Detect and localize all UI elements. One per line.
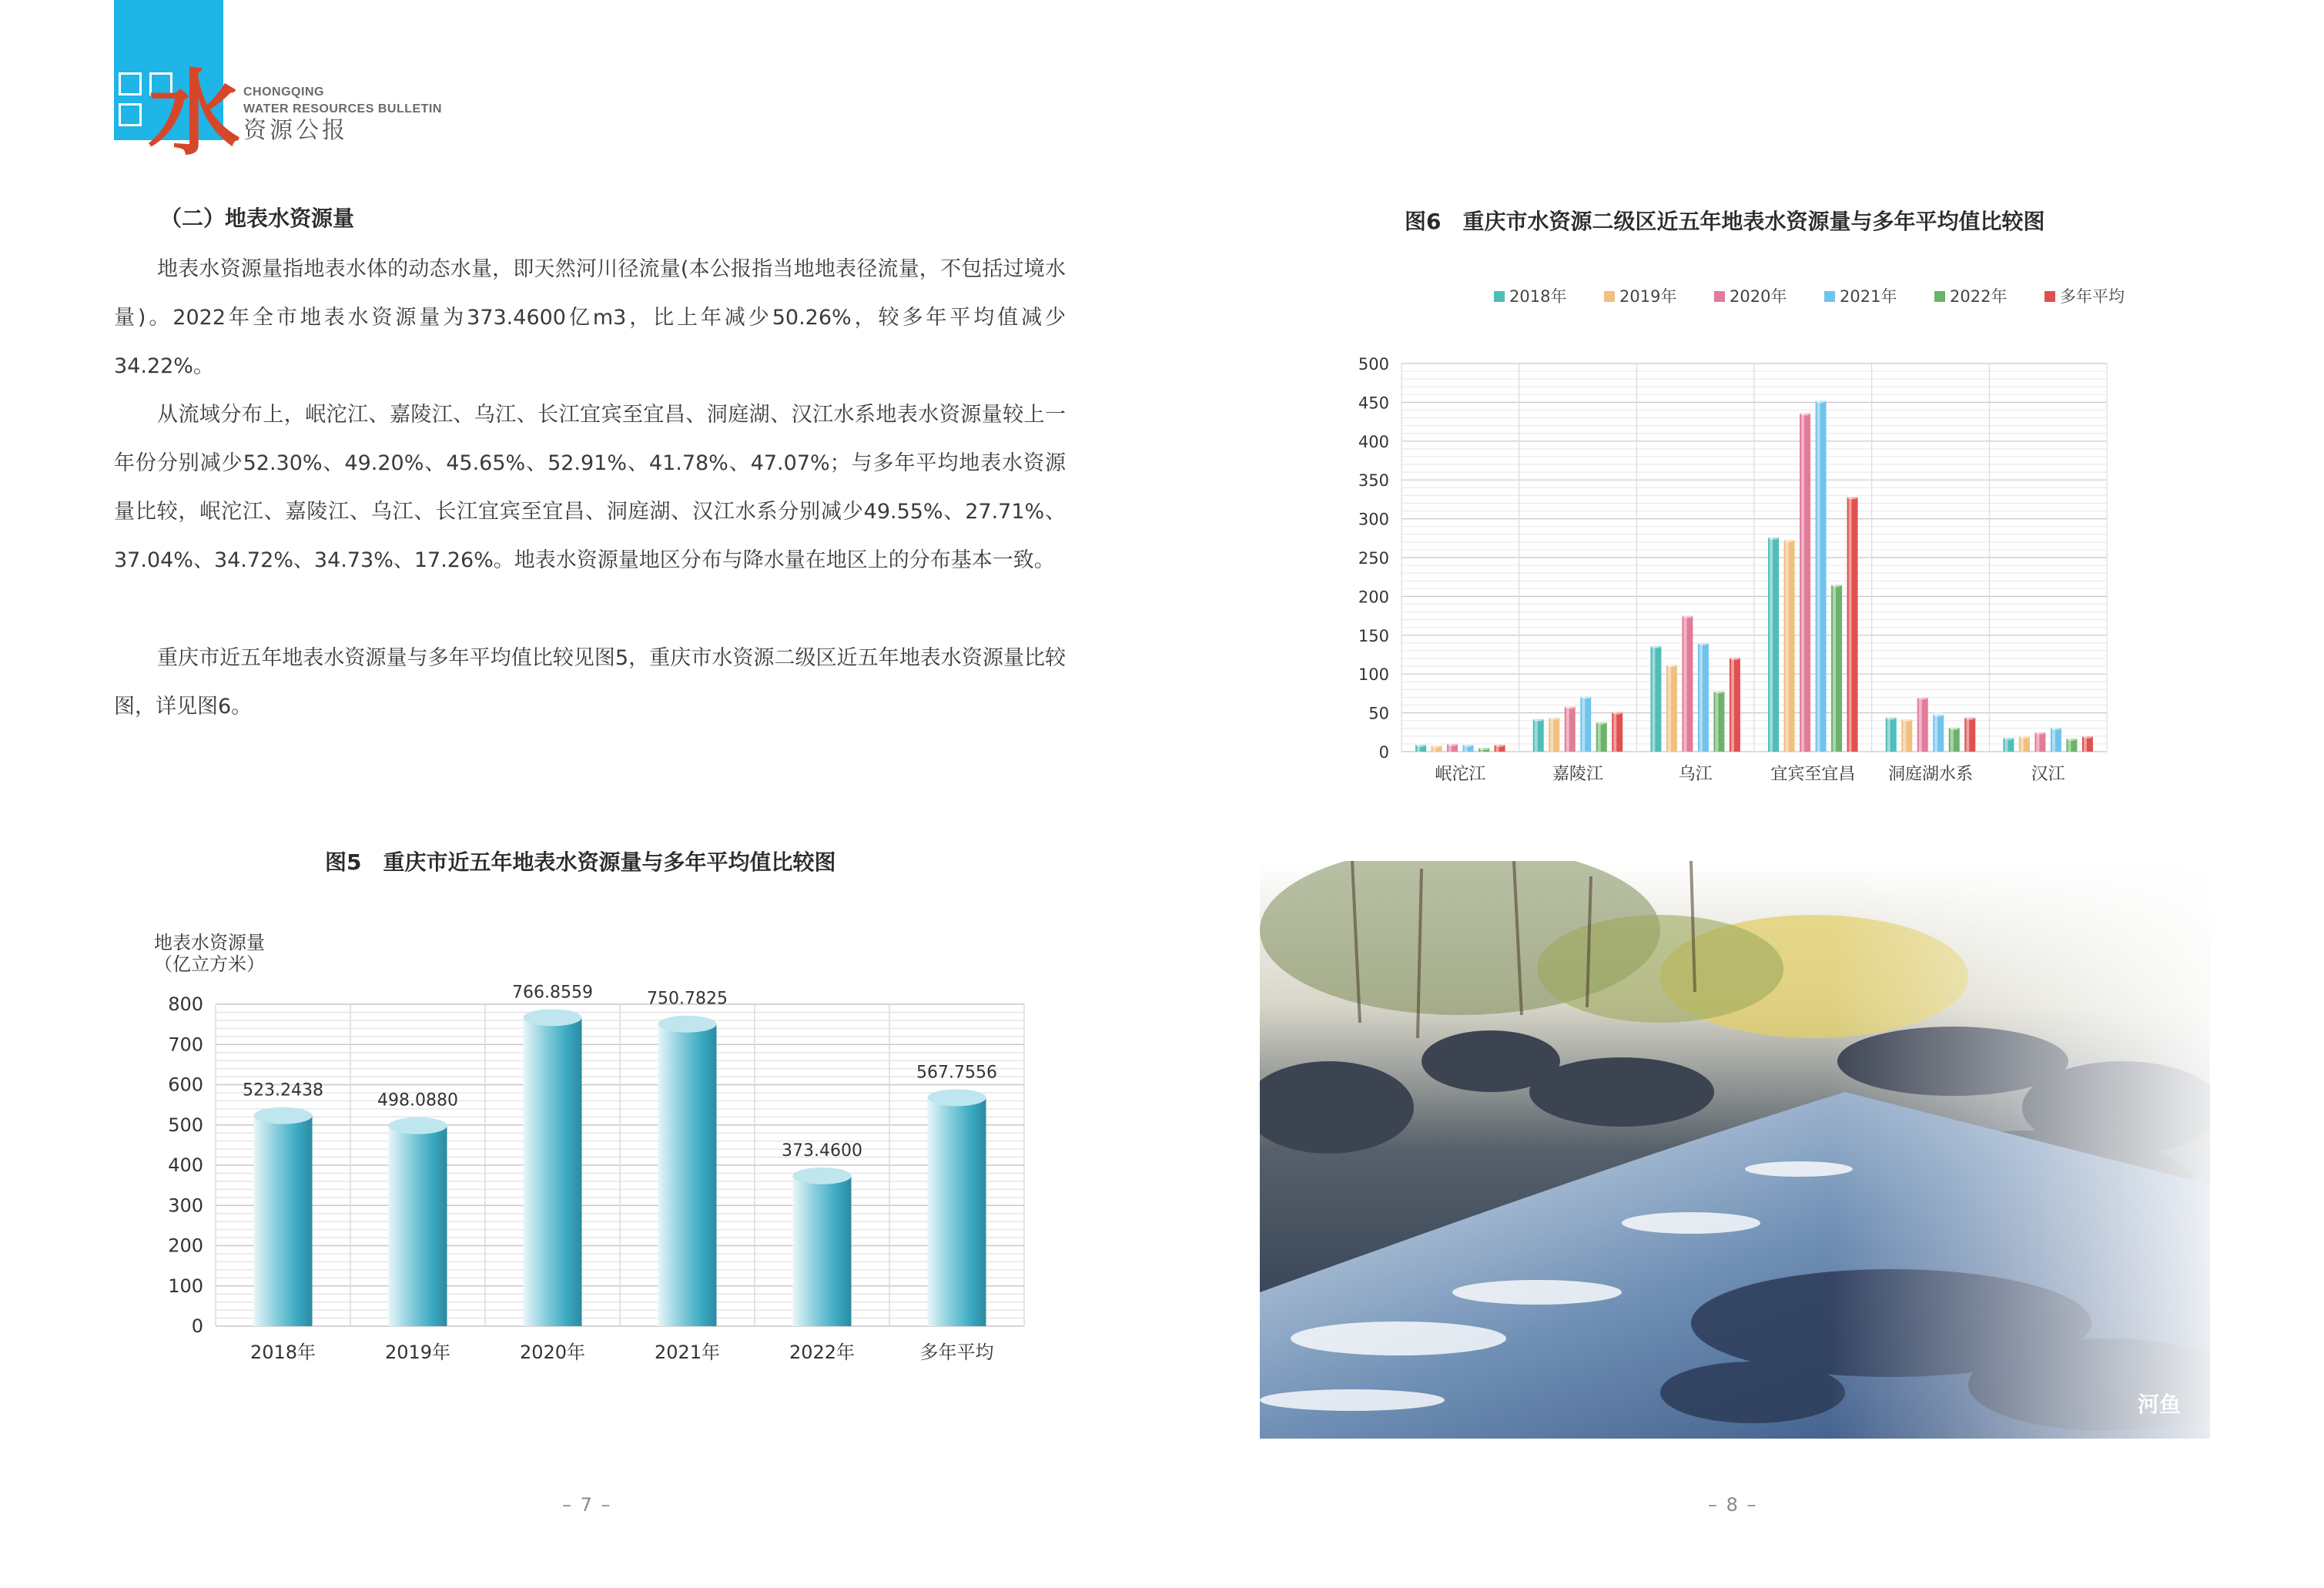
- fig6-category-label: 汉江: [2031, 765, 2065, 784]
- fig5-chart: [139, 924, 1047, 1386]
- fig6-bar-top: [1596, 720, 1607, 725]
- fig6-category-label: 洞庭湖水系: [1887, 765, 1974, 784]
- photo-caption: 河鱼: [2138, 1392, 2182, 1417]
- fig6-ytick-label: 450: [1358, 394, 1389, 413]
- fig6-bar-top: [1784, 538, 1795, 542]
- paragraph-2: 从流域分布上，岷沱江、嘉陵江、乌江、长江宜宾至宜昌、洞庭湖、汉江水系地表水资源量较上一年份分别减少52.30%、49.20%、45.65%、52.91%、41.78%、47.07%；与多年平均地表水资源量比较，岷沱江、嘉陵江、乌江、长江宜宾至宜昌、洞庭湖、汉江水系分别减少49.55%、27.71%、37.04%、34.72%、34.73%、17.26%。地表水资源量地区分布与降水量在地区上的分布基本一致。: [114, 403, 1066, 572]
- fig6-bar-top: [2034, 730, 2045, 735]
- logo-square: [119, 72, 142, 95]
- fig6-bar-highlight: [1550, 718, 1553, 752]
- fig6-bar-top: [1730, 655, 1740, 660]
- fig6-bar-highlight: [2052, 728, 2055, 752]
- fig6-bar-top: [1415, 742, 1426, 747]
- fig6-bar-top: [1682, 614, 1693, 618]
- fig5-value-label: 567.7556: [916, 1063, 997, 1083]
- fig5-title: 图5 重庆市近五年地表水资源量与多年平均值比较图: [325, 849, 836, 875]
- fig6-legend-label: 2021年: [1840, 287, 1897, 306]
- paragraph-1: 地表水资源量指地表水体的动态水量，即天然河川径流量(本公报指当地地表径流量，不包括过境水量)。2022年全市地表水资源量为373.4600亿m3，比上年减少50.26%，较多年平均值减少34.22%。: [114, 257, 1066, 378]
- fig6-bar-top: [1612, 710, 1622, 715]
- fig6-bar-highlight: [1833, 585, 1836, 752]
- fig6-legend-swatch: [1824, 291, 1835, 302]
- fig6-bar-highlight: [2036, 732, 2039, 752]
- fig5-ylabel-line2: （亿立方米）: [154, 953, 265, 975]
- fig6-legend-swatch: [1604, 291, 1615, 302]
- fig5-ytick-label: 500: [168, 1114, 203, 1136]
- fig5-bar: [524, 1017, 582, 1326]
- fig6-legend-swatch: [1934, 291, 1945, 302]
- fig6-legend-swatch: [1494, 291, 1505, 302]
- fig6-bar-highlight: [1817, 400, 1820, 752]
- fig6-legend-item: [2044, 287, 2125, 306]
- fig6-bar-highlight: [1715, 691, 1718, 752]
- fig6-bar-highlight: [1699, 643, 1703, 752]
- fig5-value-label: 498.0880: [377, 1090, 458, 1111]
- fig6-bar-highlight: [1966, 718, 1969, 752]
- fig6-bar-highlight: [1731, 658, 1734, 752]
- fig5-ytick-label: 300: [168, 1194, 203, 1217]
- fig5-bar: [389, 1126, 447, 1326]
- logo-en-line1: CHONGQING: [243, 85, 324, 99]
- fig6-legend-swatch: [1714, 291, 1725, 302]
- fig6-category-label: 嘉陵江: [1552, 765, 1604, 784]
- fig5-bar: [254, 1116, 313, 1326]
- photo-fade: [1260, 861, 2210, 1439]
- fig6-bar-top: [1949, 725, 1960, 730]
- logo-water-char: 水: [148, 59, 240, 168]
- fig6-bar-top: [1831, 582, 1842, 587]
- fig5-value-label: 766.8559: [512, 983, 593, 1003]
- fig5-value-label: 523.2438: [243, 1080, 323, 1101]
- fig6-ytick-label: 200: [1358, 588, 1389, 607]
- fig5-category-label: 2020年: [519, 1342, 586, 1363]
- fig5-ytick-label: 200: [168, 1235, 203, 1257]
- fig6-bar-top: [1713, 688, 1724, 693]
- fig5-bar-top: [254, 1107, 313, 1124]
- fig6-bar-highlight: [1613, 712, 1616, 752]
- fig6-bar-top: [2003, 735, 2014, 740]
- fig6-category-label: 乌江: [1678, 765, 1713, 784]
- section-title: （二）地表水资源量: [160, 206, 355, 231]
- paragraph-3: 重庆市近五年地表水资源量与多年平均值比较见图5，重庆市水资源二级区近五年地表水资源量比较图，详见图6。: [114, 646, 1066, 719]
- fig6-bar-top: [1650, 644, 1661, 648]
- fig6-bar-highlight: [1535, 719, 1538, 752]
- fig6-category-label: 岷沱江: [1435, 765, 1486, 784]
- fig6-legend-item: [1604, 287, 1676, 306]
- fig6-legend-label: 2018年: [1509, 287, 1567, 306]
- fig5-value-label: 750.7825: [647, 989, 728, 1009]
- fig6-legend-item: [1934, 287, 2007, 306]
- page-number-right: – 8 –: [1708, 1494, 1758, 1516]
- fig6-bar-highlight: [1801, 414, 1804, 752]
- fig5-category-label: 2022年: [789, 1342, 856, 1363]
- fig5-ytick-label: 600: [168, 1074, 203, 1096]
- fig6-bar-top: [2051, 725, 2061, 730]
- fig6-bar-top: [2019, 734, 2030, 739]
- fig6-bar-top: [1478, 745, 1489, 750]
- fig6-bar-highlight: [1786, 540, 1789, 752]
- fig5-bar-top: [658, 1016, 717, 1033]
- fig6-bar-top: [1447, 742, 1458, 746]
- fig5-ytick-label: 100: [168, 1275, 203, 1297]
- fig5-category-label: 2019年: [384, 1342, 451, 1363]
- fig6-bar-top: [1432, 743, 1442, 748]
- fig5-bar-top: [389, 1117, 447, 1134]
- fig6-bar-top: [1698, 641, 1709, 645]
- fig5-ytick-label: 400: [168, 1154, 203, 1176]
- fig6-ytick-label: 150: [1358, 626, 1389, 645]
- fig6-category-label: 宜宾至宜昌: [1770, 765, 1856, 784]
- fig6-ytick-label: 250: [1358, 549, 1389, 568]
- fig6-bar-highlight: [1919, 697, 1922, 752]
- fig6-ytick-label: 0: [1378, 743, 1389, 762]
- fig6-bar-top: [1886, 715, 1897, 720]
- fig6-bar-top: [1495, 742, 1505, 747]
- fig6-bar-top: [1933, 712, 1944, 717]
- fig6-ytick-label: 50: [1368, 704, 1389, 723]
- fig6-legend-item: [1494, 287, 1566, 306]
- fig5-value-label: 373.4600: [782, 1141, 862, 1161]
- fig5-bar: [928, 1097, 986, 1326]
- fig6-bar-top: [2066, 736, 2077, 741]
- fig6-bar-highlight: [1887, 718, 1890, 752]
- fig6-legend-label: 2020年: [1730, 287, 1787, 306]
- fig5-category-label: 多年平均: [919, 1342, 994, 1363]
- logo-en-line2: WATER RESOURCES BULLETIN: [243, 102, 442, 116]
- fig5-bar-top: [793, 1168, 852, 1184]
- fig6-ytick-label: 350: [1358, 471, 1389, 491]
- fig6-legend-item: [1714, 287, 1787, 306]
- fig6-bar-top: [1666, 662, 1677, 667]
- fig6-bar-highlight: [1582, 696, 1585, 752]
- fig6-bar-top: [1549, 715, 1559, 720]
- fig6-bar-top: [1816, 398, 1827, 403]
- fig6-bar-highlight: [2021, 736, 2024, 752]
- fig6-bar-highlight: [1903, 719, 1906, 752]
- fig5-bar: [658, 1024, 717, 1326]
- fig6-ytick-label: 100: [1358, 665, 1389, 685]
- fig6-bar-top: [1463, 742, 1474, 747]
- fig6-bar-top: [1565, 705, 1576, 709]
- fig5-ytick-label: 0: [191, 1315, 203, 1337]
- fig6-title: 图6 重庆市水资源二级区近五年地表水资源量与多年平均值比较图: [1405, 209, 2045, 234]
- fig6-bar-highlight: [1934, 715, 1937, 752]
- fig6-bar-top: [1800, 411, 1810, 416]
- fig6-bar-top: [2082, 734, 2093, 739]
- fig6-bar-top: [1917, 695, 1928, 699]
- fig6-legend-swatch: [2044, 291, 2055, 302]
- fig6-bar-highlight: [1951, 728, 1954, 752]
- fig6-legend-label: 2019年: [1619, 287, 1677, 306]
- river-photo: [1260, 861, 2210, 1439]
- fig6-bar-highlight: [1598, 722, 1601, 752]
- fig6-bar-top: [1768, 535, 1779, 540]
- fig6-ytick-label: 300: [1358, 510, 1389, 529]
- logo-square: [119, 103, 142, 126]
- fig6-bar-highlight: [1668, 665, 1671, 752]
- fig5-bar-top: [524, 1009, 582, 1026]
- fig6-bar-highlight: [2084, 736, 2087, 752]
- fig6-ytick-label: 400: [1358, 432, 1389, 451]
- fig5-category-label: 2021年: [654, 1342, 721, 1363]
- fig5-bar-top: [928, 1089, 986, 1106]
- fig6-legend-item: [1824, 287, 1897, 306]
- page-number-left: – 7 –: [562, 1494, 612, 1516]
- logo-cn-title: 资源公报: [243, 117, 348, 144]
- fig6-bar-highlight: [1566, 707, 1569, 752]
- fig6-legend-label: 多年平均: [2060, 287, 2125, 306]
- fig6-bar-highlight: [1652, 646, 1655, 752]
- fig6-bar-highlight: [1849, 497, 1852, 752]
- fig5-ytick-label: 700: [168, 1034, 203, 1056]
- fig5-ytick-label: 800: [168, 993, 203, 1015]
- fig5-category-label: 2018年: [249, 1342, 316, 1363]
- fig6-bar-top: [1533, 717, 1544, 722]
- fig6-bar-top: [1580, 694, 1591, 699]
- fig6-bar-top: [1901, 717, 1912, 722]
- fig6-legend-label: 2022年: [1950, 287, 2008, 306]
- fig6-bar-highlight: [1770, 538, 1773, 752]
- fig6-chart: [1340, 277, 2125, 801]
- fig5-bar: [793, 1176, 852, 1326]
- fig5-ylabel-line1: 地表水资源量: [154, 932, 265, 953]
- fig6-bar-top: [1964, 715, 1975, 720]
- fig6-ytick-label: 500: [1358, 355, 1389, 374]
- fig6-bar-top: [1847, 494, 1858, 499]
- fig6-bar-highlight: [1683, 616, 1686, 752]
